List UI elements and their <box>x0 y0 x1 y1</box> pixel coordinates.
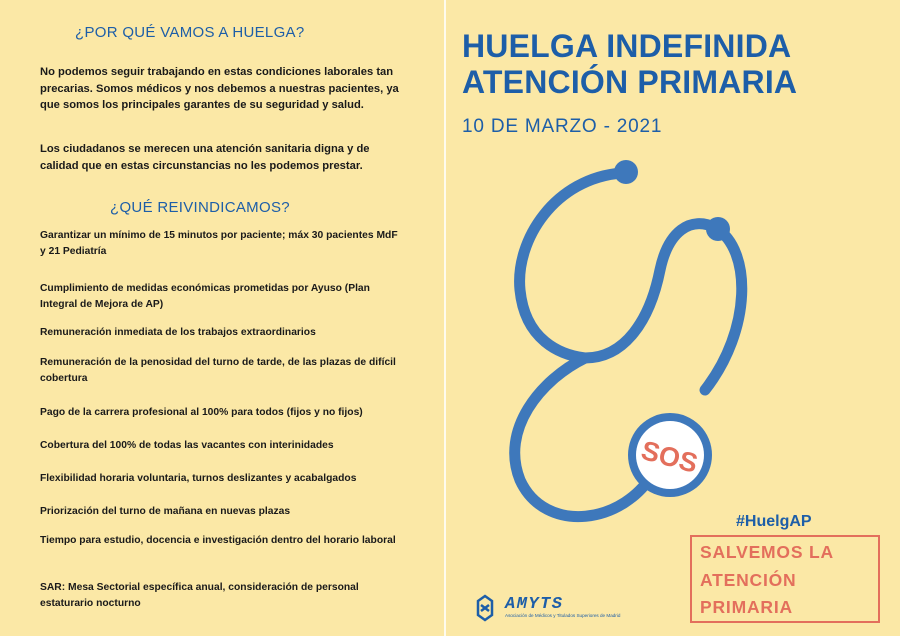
sos-label: SOS <box>638 435 701 479</box>
hashtag: #HuelgAP <box>736 513 812 530</box>
demand-item-5: Pago de la carrera profesional al 100% para todos (fijos y no fijos) <box>40 407 363 418</box>
demand-item-3: Remuneración inmediata de los trabajos extraordinarios <box>40 327 316 338</box>
heading-demands: ¿QUÉ REIVINDICAMOS? <box>110 199 290 216</box>
title-line-1: HUELGA INDEFINIDA <box>462 28 792 64</box>
demand-item-2: Cumplimiento de medidas económicas prometidas por Ayuso (Plan Integral de Mejora de AP) <box>40 283 370 310</box>
paragraph-citizens: Los ciudadanos se merecen una atención sanitaria digna y de calidad que en estas circunstancias no les podemos prestar. <box>40 143 370 172</box>
demand-item-9: Tiempo para estudio, docencia e investigación dentro del horario laboral <box>40 535 396 546</box>
slogan-line-1: SALVEMOS LA <box>700 542 834 562</box>
stethoscope-earpiece-right <box>705 228 742 390</box>
title-line-2: ATENCIÓN PRIMARIA <box>462 64 798 100</box>
slogan-line-3: PRIMARIA <box>700 597 793 617</box>
demand-item-8: Priorización del turno de mañana en nuevas plazas <box>40 506 291 517</box>
earpiece-left-icon <box>614 160 638 184</box>
demand-item-4: Remuneración de la penosidad del turno de tarde, de las plazas de difícil cobertura <box>40 357 396 384</box>
demand-item-7: Flexibilidad horaria voluntaria, turnos deslizantes y acabalgados <box>40 473 357 484</box>
slogan-line-2: ATENCIÓN <box>700 570 797 590</box>
stethoscope-tubes <box>520 173 716 358</box>
logo-name: AMYTS <box>505 595 564 614</box>
demand-item-6: Cobertura del 100% de todas las vacantes con interinidades <box>40 440 334 451</box>
heading-why-strike: ¿POR QUÉ VAMOS A HUELGA? <box>75 24 305 41</box>
demand-item-10: SAR: Mesa Sectorial específica anual, consideración de personal estaturario nocturno <box>40 582 359 609</box>
strike-date: 10 DE MARZO - 2021 <box>462 116 663 137</box>
paragraph-working-conditions: No podemos seguir trabajando en estas condiciones laborales tan precarias. Somos médicos y nos debemos a nuestras pacientes, ya que somos los principales garantes de su seguridad y salud. <box>40 66 399 111</box>
logo-subtitle: Asociación de Médicos y Titulados Superiores de Madrid <box>505 613 621 618</box>
demand-item-1: Garantizar un mínimo de 15 minutos por paciente; máx 30 pacientes MdF y 21 Pediatría <box>40 230 398 257</box>
earpiece-right-icon <box>706 217 730 241</box>
